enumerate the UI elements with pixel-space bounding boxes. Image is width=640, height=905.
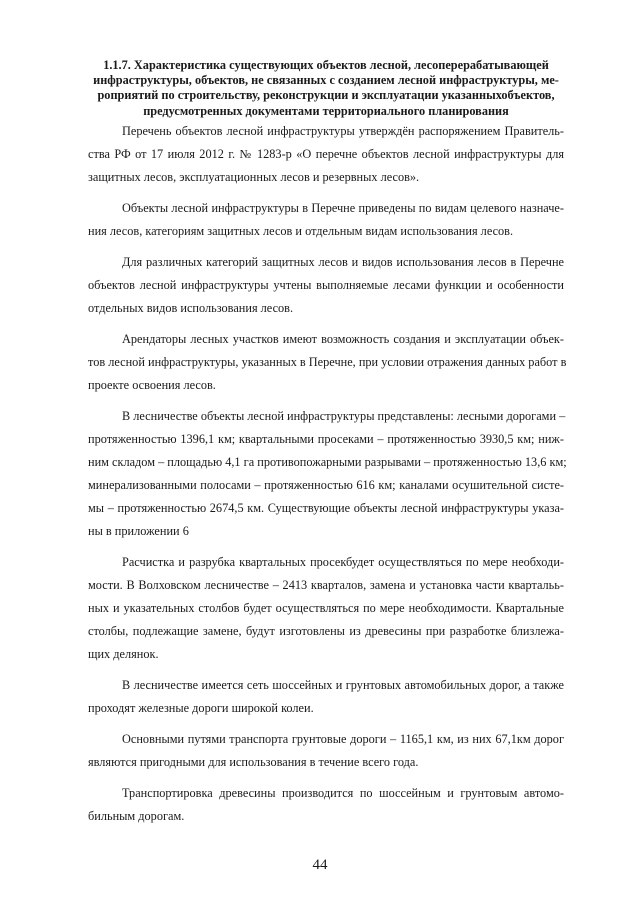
text-line: тов лесной инфраструктуры, указанных в Перечне, при условии отражения данных работ в: [88, 354, 567, 369]
paragraph-existing-objects: [88, 405, 567, 543]
paragraph-road-network: [88, 674, 564, 720]
text-line: мы – протяженностью 2674,5 км. Существующие объекты лесной инфраструктуры указа-: [88, 500, 564, 515]
paragraph-objects-by-type: [88, 197, 564, 243]
text-line: объектов лесной инфраструктуры учтены выполняемые лесами функции и особенности: [88, 277, 564, 292]
text-line: являются пригодными для использования в течение всего года.: [88, 754, 419, 769]
heading-line: роприятий по строительству, реконструкции и эксплуатации указанныхобъектов,: [97, 88, 555, 103]
text-line: бильным дорогам.: [88, 808, 185, 823]
paragraph-forest-infrastructure-list: [88, 120, 564, 189]
text-line: Арендаторы лесных участков имеют возможность создания и эксплуатации объек-: [122, 331, 564, 346]
text-line: Транспортировка древесины производится по шоссейным и грунтовым автомо-: [122, 785, 564, 800]
page-number: 44: [312, 857, 328, 873]
text-line: ния лесов, категориям защитных лесов и отдельным видам использования лесов.: [88, 223, 514, 238]
text-line: Основными путями транспорта грунтовые дороги – 1165,1 км, из них 67,1км дорог: [122, 731, 564, 746]
text-line: мости. В Волховском лесничестве – 2413 кварталов, замена и установка части квартальь-: [88, 577, 564, 592]
text-line: щих делянок.: [88, 646, 159, 661]
paragraph-tenants: [88, 328, 567, 397]
document-page: [88, 58, 567, 836]
text-line: ных и указательных столбов будет осуществляться по мере необходимости. Квартальные: [88, 600, 564, 615]
text-line: Для различных категорий защитных лесов и видов использования лесов в Перечне: [122, 254, 564, 269]
paragraph-timber-transport: [88, 782, 564, 828]
heading-line: предусмотренных документами территориального планирования: [143, 103, 509, 118]
text-line: Расчистка и разрубка квартальных просекбудет осуществляться по мере необходи-: [122, 554, 564, 569]
text-line: минерализованными полосами – протяженностью 616 км; каналами осушительной систе-: [88, 477, 564, 492]
text-line: ства РФ от 17 июля 2012 г. № 1283-р «О перечне объектов лесной инфраструктуры для: [88, 146, 564, 161]
heading-line: 1.1.7. Характеристика существующих объектов лесной, лесоперерабатывающей: [103, 58, 549, 72]
text-line: ны в приложении 6: [88, 523, 189, 538]
text-line: отдельных видов использования лесов.: [88, 300, 294, 315]
paragraph-protective-forests: [88, 251, 564, 320]
text-line: проекте освоения лесов.: [88, 377, 216, 392]
text-line: протяженностью 1396,1 км; квартальными просеками – протяженностью 3930,5 км; ниж-: [88, 431, 564, 446]
text-line: В лесничестве имеется сеть шоссейных и грунтовых автомобильных дорог, а также: [122, 677, 564, 692]
text-line: ним складом – площадью 4,1 га противопожарными разрывами – протяженностью 13,6 км;: [88, 454, 567, 469]
text-line: столбы, подлежащие замене, будут изготовлены из древесины при разработке близлежа-: [88, 623, 564, 638]
paragraph-clearing: [88, 551, 564, 666]
text-line: проходят железные дороги широкой колеи.: [88, 700, 314, 715]
heading-line: инфраструктуры, объектов, не связанных с созданием лесной инфраструктуры, ме-: [93, 73, 559, 88]
text-line: защитных лесов, эксплуатационных лесов и резервных лесов».: [88, 169, 420, 184]
text-line: Объекты лесной инфраструктуры в Перечне приведены по видам целевого назначе-: [122, 200, 564, 215]
section-heading: [88, 58, 564, 119]
paragraph-transport-routes: [88, 728, 564, 774]
text-line: Перечень объектов лесной инфраструктуры утверждён распоряжением Правитель-: [122, 123, 564, 138]
text-line: В лесничестве объекты лесной инфраструктуры представлены: лесными дорогами –: [122, 408, 566, 423]
